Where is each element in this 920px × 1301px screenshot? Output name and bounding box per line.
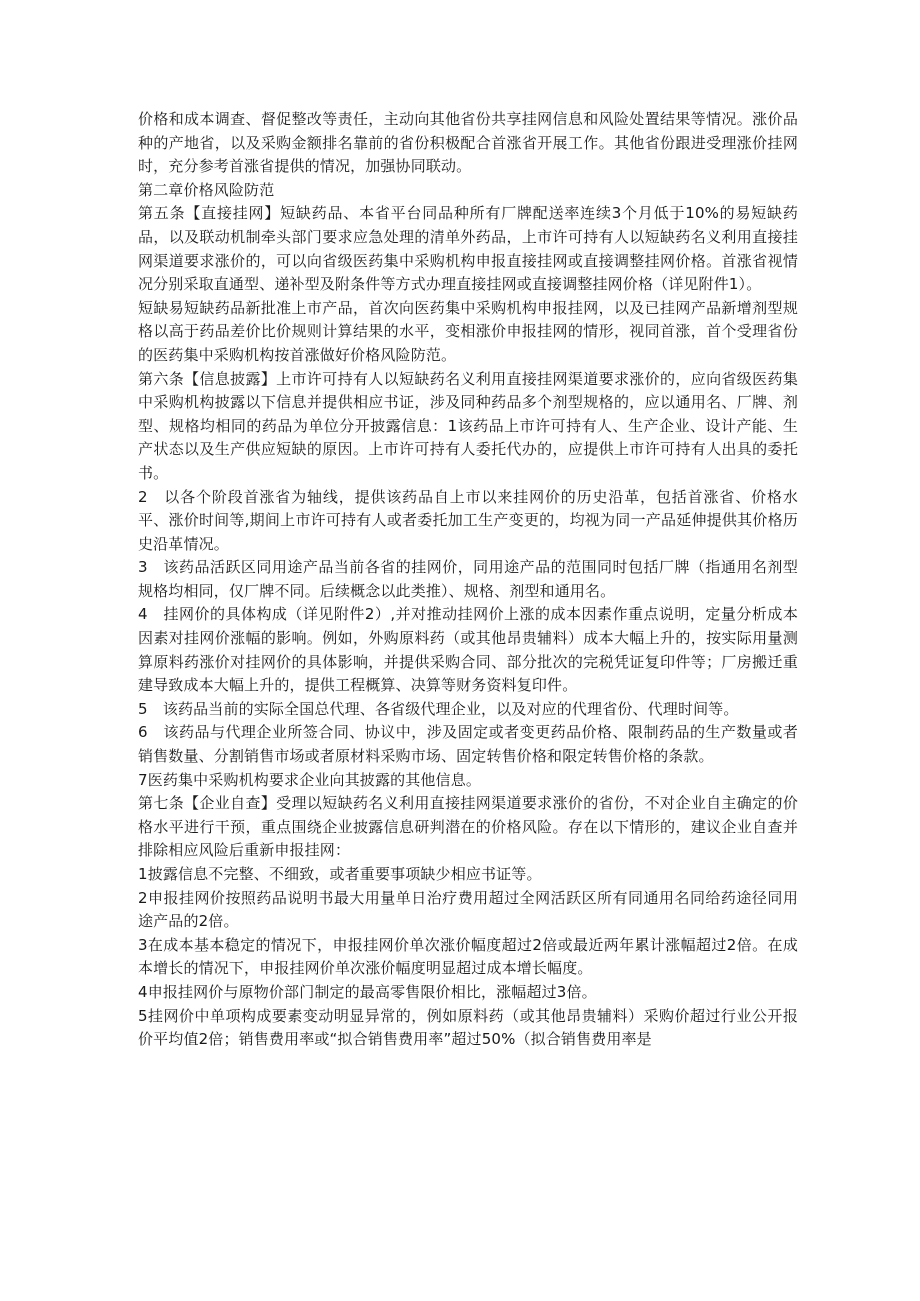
article-6-disclosure: 第六条【信息披露】上市许可持有人以短缺药名义利用直接挂网渠道要求涨价的，应向省级医药集中采购机构披露以下信息并提供相应书证，涉及同种药品多个剂型规格的，应以通用名、厂牌、剂型、规格均相同的药品为单位分开披露信息：1该药品上市许可持有人、生产企业、设计产能、生产状态以及生产供应短缺的原因。上市许可持有人委托代办的，应提供上市许可持有人出具的委托书。 [138, 369, 798, 482]
paragraph-continuation: 价格和成本调查、督促整改等责任，主动向其他省份共享挂网信息和风险处置结果等情况。涨价品种的产地省，以及采购金额排名靠前的省份积极配合首涨省开展工作。其他省份跟进受理涨价挂网时，充分参考首涨省提供的情况，加强协同联动。 [138, 110, 798, 176]
self-check-item-2: 2申报挂网价按照药品说明书最大用量单日治疗费用超过全网活跃区所有同通用名同给药途径同用途产品的2倍。 [138, 888, 798, 931]
disclosure-item-7: 7医药集中采购机构要求企业向其披露的其他信息。 [138, 770, 481, 789]
self-check-item-4: 4申报挂网价与原物价部门制定的最高零售限价相比，涨幅超过3倍。 [138, 982, 597, 1001]
article-5-direct-listing: 第五条【直接挂网】短缺药品、本省平台同品种所有厂牌配送率连续3个月低于10%的易短缺药品，以及联动机制牵头部门要求应急处理的清单外药品，上市许可持有人以短缺药名义利用直接挂网渠道要求涨价的，可以向省级医药集中采购机构申报直接挂网或直接调整挂网价格。首涨省视情况分别采取直通型、递补型及附条件等方式办理直接挂网或直接调整挂网价格（详见附件1）。 [138, 204, 798, 294]
self-check-item-1: 1披露信息不完整、不细致，或者重要事项缺少相应书证等。 [138, 865, 542, 883]
article-7-self-check: 第七条【企业自查】受理以短缺药名义利用直接挂网渠道要求涨价的省份，不对企业自主确定的价格水平进行干预，重点围绕企业披露信息研判潜在的价格风险。存在以下情形的，建议企业自查并排除相应风险后重新申报挂网： [138, 794, 798, 860]
disclosure-item-2: 2 以各个阶段首涨省为轴线，提供该药品自上市以来挂网价的历史沿革，包括首涨省、价格水平、涨价时间等,期间上市许可持有人或者委托加工生产变更的，均视为同一产品延伸提供其价格历史沿革情况。 [138, 487, 798, 553]
self-check-item-3: 3在成本基本稳定的情况下，申报挂网价单次涨价幅度超过2倍或最近两年累计涨幅超过2倍。在成本增长的情况下，申报挂网价单次涨价幅度明显超过成本增长幅度。 [138, 935, 798, 978]
disclosure-item-3: 3 该药品活跃区同用途产品当前各省的挂网价，同用途产品的范围同时包括厂牌（指通用名剂型规格均相同，仅厂牌不同。后续概念以此类推）、规格、剂型和通用名。 [138, 558, 798, 600]
paragraph-new-approval: 短缺易短缺药品新批准上市产品，首次向医药集中采购机构申报挂网，以及已挂网产品新增剂型规格以高于药品差价比价规则计算结果的水平，变相涨价申报挂网的情形，视同首涨，首个受理省份的医药集中采购机构按首涨做好价格风险防范。 [138, 298, 798, 364]
disclosure-item-6: 6 该药品与代理企业所签合同、协议中，涉及固定或者变更药品价格、限制药品的生产数量或者销售数量、分割销售市场或者原材料采购市场、固定转售价格和限定转售价格的条款。 [138, 723, 798, 766]
chapter-heading: 第二章价格风险防范 [138, 180, 275, 199]
document-body [138, 108, 798, 1052]
self-check-item-5: 5挂网价中单项构成要素变动明显异常的，例如原料药（或其他昂贵辅料）采购价超过行业公开报价平均值2倍；销售费用率或“拟合销售费用率”超过50%（拟合销售费用率是 [138, 1006, 798, 1049]
disclosure-item-4: 4 挂网价的具体构成（详见附件2）,并对推动挂网价上涨的成本因素作重点说明，定量分析成本因素对挂网价涨幅的影响。例如，外购原料药（或其他昂贵辅料）成本大幅上升的，按实际用量测算原料药涨价对挂网价的具体影响，并提供采购合同、部分批次的完税凭证复印件等；厂房搬迁重建导致成本大幅上升的，提供工程概算、决算等财务资料复印件。 [138, 605, 798, 695]
disclosure-item-5: 5 该药品当前的实际全国总代理、各省级代理企业，以及对应的代理省份、代理时间等。 [138, 699, 739, 718]
